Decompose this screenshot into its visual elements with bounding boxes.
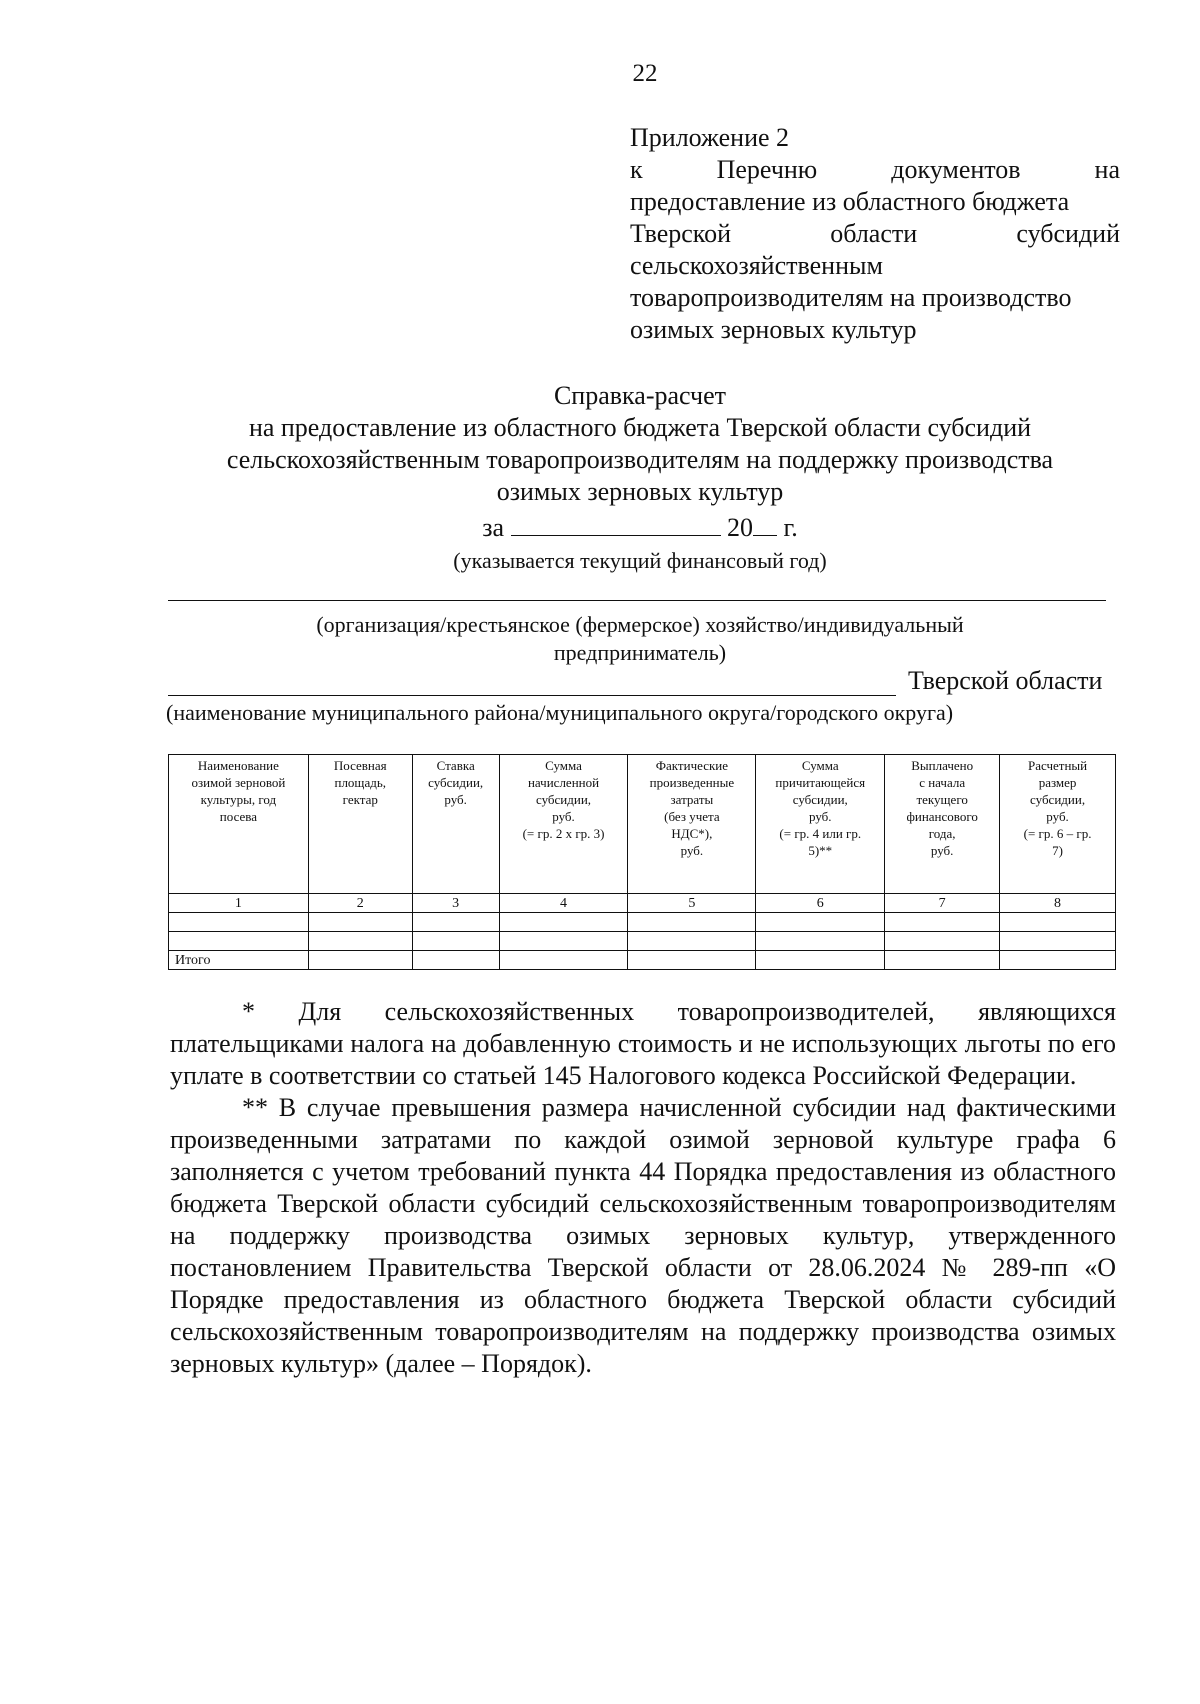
table-cell[interactable] xyxy=(169,932,309,951)
footnote-vat: * Для сельскохозяйственных товаропроизводителей, являющихся плательщиками налога на добавленную стоимость и не использующих льготы по его уплате в соответствии со статьей 145 Налогового кодекса Российской Федерации. xyxy=(170,997,1116,1090)
column-header: Фактические произведенные затраты (без учета НДС*), руб. xyxy=(628,755,756,894)
title-line: сельскохозяйственным товаропроизводителям на поддержку производства xyxy=(226,445,1054,474)
document-title xyxy=(150,380,1130,508)
table-cell[interactable] xyxy=(885,913,1000,932)
appendix-line: озимых зерновых культур xyxy=(630,315,917,344)
column-number: 8 xyxy=(1000,894,1116,913)
appendix-line: Приложение 2 xyxy=(630,123,790,152)
table-cell[interactable] xyxy=(756,951,885,970)
organization-hint xyxy=(150,611,1130,667)
table-row xyxy=(169,932,1116,951)
table-cell[interactable] xyxy=(499,913,628,932)
column-number: 6 xyxy=(756,894,885,913)
table-cell[interactable] xyxy=(1000,913,1116,932)
table-cell[interactable] xyxy=(628,913,756,932)
table-cell[interactable] xyxy=(756,932,885,951)
column-header: Расчетный размер субсидии, руб. (= гр. 6 – гр. 7) xyxy=(1000,755,1116,894)
municipality-region: Тверской области xyxy=(908,666,1103,695)
table-cell[interactable] xyxy=(169,913,309,932)
column-number: 5 xyxy=(628,894,756,913)
table-cell[interactable] xyxy=(628,951,756,970)
column-number-row xyxy=(169,894,1116,913)
column-number: 7 xyxy=(885,894,1000,913)
title-line: на предоставление из областного бюджета Тверской области субсидий xyxy=(248,413,1032,442)
column-header: Выплачено с начала текущего финансового года, руб. xyxy=(885,755,1000,894)
column-header: Ставка субсидии, руб. xyxy=(412,755,499,894)
total-row xyxy=(169,951,1116,970)
appendix-line: предоставление из областного бюджета xyxy=(630,187,1070,216)
calculation-table xyxy=(168,754,1116,970)
appendix-line: к Перечню документов на xyxy=(630,155,1120,184)
title-line: Справка-расчет xyxy=(553,381,727,410)
column-number: 3 xyxy=(412,894,499,913)
column-number: 2 xyxy=(308,894,412,913)
organization-hint-line: предприниматель) xyxy=(553,640,727,665)
column-header: Сумма начисленной субсидии, руб. (= гр. 2 х гр. 3) xyxy=(499,755,628,894)
total-label: Итого xyxy=(169,951,309,970)
table-cell[interactable] xyxy=(885,951,1000,970)
table-cell[interactable] xyxy=(1000,951,1116,970)
year-suffix: г. xyxy=(783,513,798,542)
municipality-hint: (наименование муниципального района/муниципального округа/городского округа) xyxy=(166,700,954,725)
column-number: 4 xyxy=(499,894,628,913)
municipality-blank[interactable] xyxy=(168,695,896,696)
table-row xyxy=(169,913,1116,932)
period-blank[interactable] xyxy=(511,513,721,536)
title-line: озимых зерновых культур xyxy=(496,477,784,506)
appendix-block xyxy=(630,122,1120,346)
column-header: Посевная площадь, гектар xyxy=(308,755,412,894)
table-cell[interactable] xyxy=(308,913,412,932)
table-cell[interactable] xyxy=(412,951,499,970)
year-hint: (указывается текущий финансовый год) xyxy=(453,548,827,573)
appendix-line: товаропроизводителям на производство xyxy=(630,283,1072,312)
appendix-line: сельскохозяйственным xyxy=(630,251,883,280)
table-cell[interactable] xyxy=(308,951,412,970)
footnotes xyxy=(170,996,1116,1380)
table-cell[interactable] xyxy=(499,951,628,970)
page-number: 22 xyxy=(632,60,658,87)
year-prefix: за xyxy=(482,513,505,542)
column-number: 1 xyxy=(169,894,309,913)
column-header: Сумма причитающейся субсидии, руб. (= гр. 4 или гр. 5)** xyxy=(756,755,885,894)
table-cell[interactable] xyxy=(1000,932,1116,951)
table-header-row xyxy=(169,755,1116,894)
column-header: Наименование озимой зерновой культуры, год посева xyxy=(169,755,309,894)
footnote-column6: ** В случае превышения размера начисленной субсидии над фактическими произведенными затратами по каждой озимой зерновой культуре графа 6 заполняется с учетом требований пункта 44 Порядка предоставления из областного бюджета Тверской области субсидий сельскохозяйственным товаропроизводителям на поддержку производства озимых зерновых культур, утвержденного постановлением Правительства Тверской области от 28.06.2024 № 289-пп «О Порядке предоставления из областного бюджета Тверской области субсидий сельскохозяйственным товаропроизводителям на поддержку производства озимых зерновых культур» (далее – Порядок). xyxy=(170,1093,1116,1378)
organization-hint-line: (организация/крестьянское (фермерское) хозяйство/индивидуальный xyxy=(316,612,964,637)
year-mid: 20 xyxy=(727,513,754,542)
table-cell[interactable] xyxy=(499,932,628,951)
year-blank[interactable] xyxy=(753,513,777,536)
table-cell[interactable] xyxy=(756,913,885,932)
table-cell[interactable] xyxy=(412,913,499,932)
table-cell[interactable] xyxy=(412,932,499,951)
table-cell[interactable] xyxy=(628,932,756,951)
appendix-line: Тверской области субсидий xyxy=(630,219,1120,248)
year-line xyxy=(150,513,1130,543)
table-cell[interactable] xyxy=(308,932,412,951)
table-cell[interactable] xyxy=(885,932,1000,951)
organization-blank[interactable] xyxy=(168,600,1106,601)
